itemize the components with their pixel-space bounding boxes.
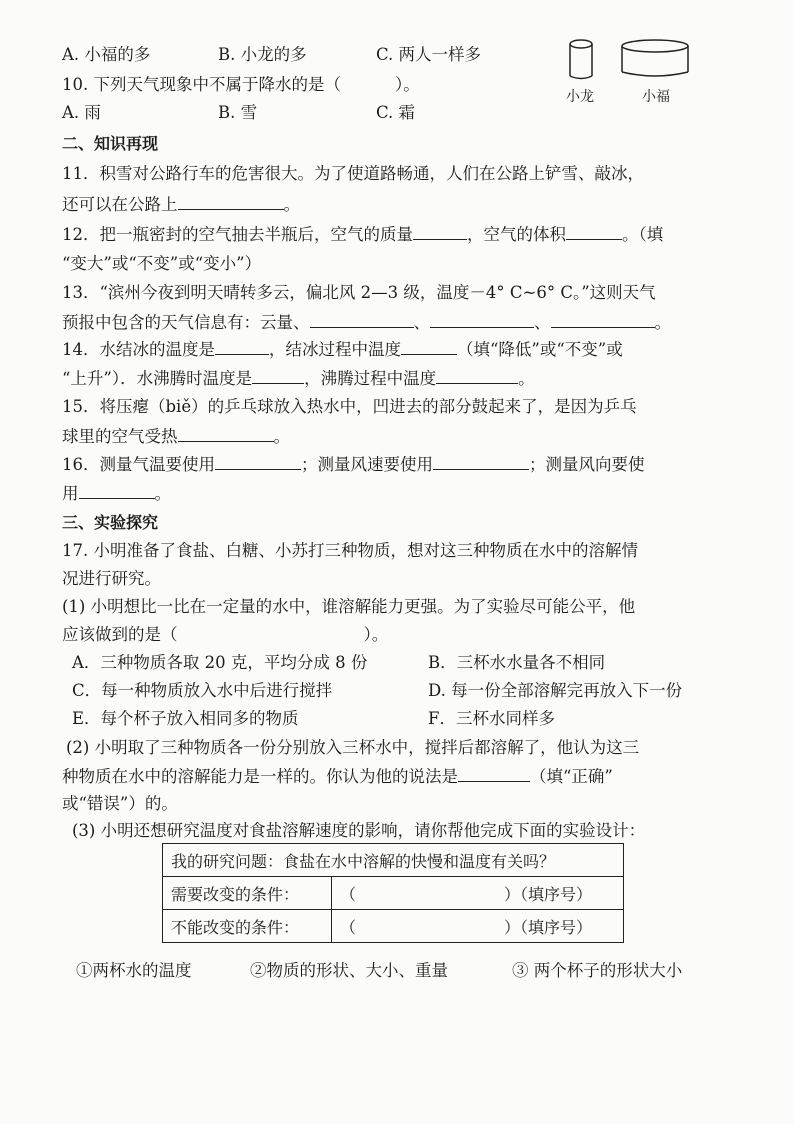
q14-blank-freeze-change[interactable] — [401, 338, 457, 355]
q15-blank[interactable] — [178, 425, 274, 442]
condition-1: ①两杯水的温度 — [76, 961, 192, 980]
q10-option-a: A. 雨 — [62, 103, 101, 122]
q11-blank[interactable] — [178, 193, 284, 210]
q11-line1: 11．积雪对公路行车的危害很大。为了使道路畅通，人们在公路上铲雪、敲冰， — [62, 164, 644, 183]
q14-line1: 14．水结冰的温度是 ，结冰过程中温度 （填“降低”或“不变”或 — [62, 340, 623, 359]
q17-option-d: D. 每一份全部溶解完再放入下一份 — [428, 681, 683, 700]
q14-blank-boil-change[interactable] — [436, 367, 518, 384]
q15-line1: 15．将压瘪（biě）的乒乓球放入热水中，凹进去的部分鼓起来了，是因为乒乓 — [62, 397, 637, 416]
q14-blank-freeze-temp[interactable] — [215, 338, 269, 355]
cup-label-xiaolong: 小龙 — [566, 89, 594, 105]
table-row1-answer[interactable]: （ ）（填序号） — [332, 877, 624, 910]
q10-text: 10. 下列天气现象中不属于降水的是（ — [62, 75, 341, 94]
q16-blank-wind-direction[interactable] — [79, 482, 155, 499]
cups-illustration — [560, 34, 690, 104]
q16-line1: 16．测量气温要使用 ；测量风速要使用 ；测量风向要使 — [62, 455, 645, 474]
q17-option-f: F．三杯水同样多 — [428, 709, 555, 728]
section-3-heading: 三、实验探究 — [62, 513, 159, 532]
q17-part1-line2: 应该做到的是（ ）。 — [62, 625, 389, 644]
q16-blank-temperature[interactable] — [215, 453, 301, 470]
q12-line2: “变大”或“不变”或“变小”） — [62, 254, 262, 273]
q17-option-c: C．每一种物质放入水中后进行搅拌 — [72, 681, 333, 700]
q17-part1-line1: (1) 小明想比一比在一定量的水中，谁溶解能力更强。为了实验尽可能公平，他 — [62, 597, 636, 616]
table-header: 我的研究问题：食盐在水中溶解的快慢和温度有关吗？ — [163, 844, 624, 877]
q12-line1: 12．把一瓶密封的空气抽去半瓶后，空气的质量 ，空气的体积 。（填 — [62, 225, 664, 244]
q16-blank-wind-speed[interactable] — [433, 453, 529, 470]
q9-option-b: B. 小龙的多 — [218, 45, 307, 64]
q17-option-b: B．三杯水水量各不相同 — [428, 653, 606, 672]
q13-line1: 13．“滨州今夜到明天晴转多云，偏北风 2—3 级，温度－4° C~6° C。”这则天气 — [62, 283, 656, 302]
section-2-heading: 二、知识再现 — [62, 134, 159, 153]
q12-blank-volume[interactable] — [566, 223, 622, 240]
q17-part2-blank[interactable] — [458, 765, 530, 782]
q10-option-c: C. 霜 — [376, 103, 416, 122]
q17-option-e: E．每个杯子放入相同多的物质 — [72, 709, 299, 728]
q12-blank-mass[interactable] — [413, 223, 467, 240]
q15-line2: 球里的空气受热 。 — [62, 427, 290, 446]
q10-close: ）。 — [395, 75, 420, 94]
q14-line2: “上升”）．水沸腾时温度是 ，沸腾过程中温度 。 — [62, 369, 535, 388]
cups-icon — [560, 34, 690, 84]
condition-2: ②物质的形状、大小、重量 — [250, 961, 448, 980]
q13-blank-3[interactable] — [551, 311, 655, 328]
q13-blank-2[interactable] — [430, 311, 534, 328]
q11-line2: 还可以在公路上 。 — [62, 195, 300, 214]
q10-question — [62, 74, 420, 96]
q10-option-b: B. 雪 — [218, 103, 258, 122]
q17-option-a: A．三种物质各取 20 克，平均分成 8 份 — [72, 653, 368, 672]
q13-line2: 预报中包含的天气信息有：云量、 、 、 。 — [62, 313, 671, 332]
q17-line2: 况进行研究。 — [62, 569, 161, 588]
q17-part2-line1: (2) 小明取了三种物质各一份分别放入三杯水中，搅拌后都溶解了，他认为这三 — [66, 738, 640, 757]
experiment-design-table — [162, 843, 624, 943]
q16-line2: 用 。 — [62, 484, 171, 503]
q9-option-a: A. 小福的多 — [62, 45, 151, 64]
q17-line1: 17. 小明准备了食盐、白糖、小苏打三种物质，想对这三种物质在水中的溶解情 — [62, 541, 638, 560]
q17-part3-line1: (3) 小明还想研究温度对食盐溶解速度的影响，请你帮他完成下面的实验设计： — [72, 821, 646, 840]
cup-label-xiaofu: 小福 — [642, 89, 670, 105]
q13-blank-1[interactable] — [310, 311, 414, 328]
q9-option-c: C. 两人一样多 — [376, 45, 482, 64]
q14-blank-boil-temp[interactable] — [252, 367, 304, 384]
table-row2-answer[interactable]: （ ）（填序号） — [332, 910, 624, 943]
table-row1-label: 需要改变的条件： — [163, 877, 332, 910]
q17-part2-line3: 或“错误”）的。 — [62, 794, 178, 813]
table-row2-label: 不能改变的条件： — [163, 910, 332, 943]
condition-3: ③ 两个杯子的形状大小 — [512, 961, 683, 980]
q17-part2-line2: 种物质在水中的溶解能力是一样的。你认为他的说法是 （填“正确” — [62, 767, 613, 786]
